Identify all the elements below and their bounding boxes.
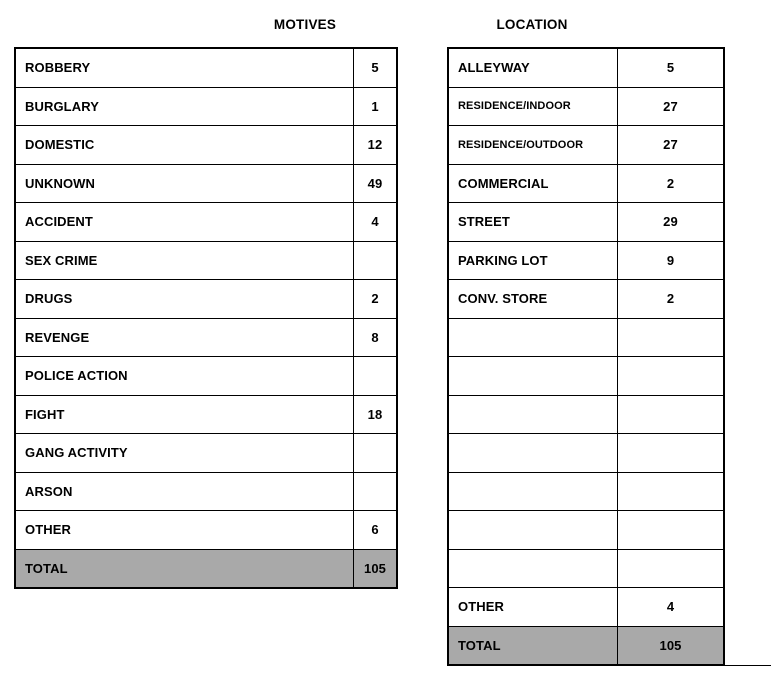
row-value: 27 <box>663 137 678 153</box>
table-row <box>449 510 723 549</box>
row-value: 18 <box>367 406 383 422</box>
row-value: 5 <box>371 60 379 76</box>
row-value <box>618 434 723 472</box>
row-value: 8 <box>371 329 379 345</box>
table-row <box>449 433 723 472</box>
row-label: BURGLARY <box>16 88 354 126</box>
motives-table <box>14 47 398 589</box>
row-label <box>449 396 618 434</box>
row-value: 2 <box>371 291 379 307</box>
row-value <box>354 242 396 280</box>
row-value: 27 <box>663 98 678 114</box>
row-label: UNKNOWN <box>16 165 354 203</box>
table-row <box>16 472 396 511</box>
row-label <box>449 473 618 511</box>
row-label: TOTAL <box>16 550 354 588</box>
table-row <box>449 49 723 87</box>
row-value <box>618 550 723 588</box>
row-label: OTHER <box>449 588 618 626</box>
motives-table-title: MOTIVES <box>273 17 337 32</box>
row-label: ALLEYWAY <box>449 49 618 87</box>
row-value: 4 <box>666 599 675 615</box>
row-label: OTHER <box>16 511 354 549</box>
row-value <box>618 473 723 511</box>
row-value: 1 <box>371 98 379 114</box>
row-label: GANG ACTIVITY <box>16 434 354 472</box>
row-value: 6 <box>371 522 379 538</box>
table-row <box>16 202 396 241</box>
row-label <box>449 511 618 549</box>
row-value <box>618 396 723 434</box>
table-row <box>16 318 396 357</box>
table-row <box>16 164 396 203</box>
row-value <box>354 357 396 395</box>
table-row <box>16 433 396 472</box>
table-row <box>16 279 396 318</box>
table-row <box>16 510 396 549</box>
table-row <box>449 202 723 241</box>
row-label <box>449 319 618 357</box>
table-bottom-extension-line <box>725 665 771 666</box>
row-value: 12 <box>367 137 383 153</box>
table-row <box>449 279 723 318</box>
row-label: ROBBERY <box>16 49 354 87</box>
row-label <box>449 434 618 472</box>
row-value <box>354 473 396 511</box>
table-row <box>16 241 396 280</box>
row-label <box>449 550 618 588</box>
row-label: ACCIDENT <box>16 203 354 241</box>
row-value <box>618 319 723 357</box>
total-row <box>449 626 723 665</box>
row-value <box>618 511 723 549</box>
row-label: PARKING LOT <box>449 242 618 280</box>
table-row <box>449 472 723 511</box>
row-label: DOMESTIC <box>16 126 354 164</box>
row-value: 105 <box>659 637 682 653</box>
row-value: 5 <box>666 60 675 76</box>
row-label: CONV. STORE <box>449 280 618 318</box>
row-label: COMMERCIAL <box>449 165 618 203</box>
row-label: POLICE ACTION <box>16 357 354 395</box>
row-value: 4 <box>371 214 379 230</box>
table-row <box>449 395 723 434</box>
table-row <box>449 241 723 280</box>
row-label: SEX CRIME <box>16 242 354 280</box>
row-label: RESIDENCE/INDOOR <box>449 88 618 126</box>
table-row <box>16 395 396 434</box>
total-row <box>16 549 396 588</box>
table-row <box>16 356 396 395</box>
table-row <box>449 318 723 357</box>
table-row <box>449 549 723 588</box>
row-label: ARSON <box>16 473 354 511</box>
row-label: REVENGE <box>16 319 354 357</box>
row-value <box>354 434 396 472</box>
table-row <box>449 164 723 203</box>
row-label <box>449 357 618 395</box>
table-row <box>449 356 723 395</box>
table-row <box>16 49 396 87</box>
table-row <box>449 125 723 164</box>
table-row <box>16 87 396 126</box>
table-row <box>449 587 723 626</box>
table-row <box>449 87 723 126</box>
row-value: 29 <box>663 214 678 230</box>
row-label: STREET <box>449 203 618 241</box>
table-row <box>16 125 396 164</box>
row-label: TOTAL <box>449 627 618 665</box>
row-value <box>618 357 723 395</box>
row-value: 2 <box>666 291 675 307</box>
row-label: DRUGS <box>16 280 354 318</box>
row-label: FIGHT <box>16 396 354 434</box>
row-value: 105 <box>364 560 386 576</box>
location-table-title: LOCATION <box>496 17 568 32</box>
row-value: 2 <box>666 175 675 191</box>
row-value: 9 <box>666 252 675 268</box>
row-value: 49 <box>367 175 383 191</box>
location-table <box>447 47 725 666</box>
row-label: RESIDENCE/OUTDOOR <box>449 126 618 164</box>
